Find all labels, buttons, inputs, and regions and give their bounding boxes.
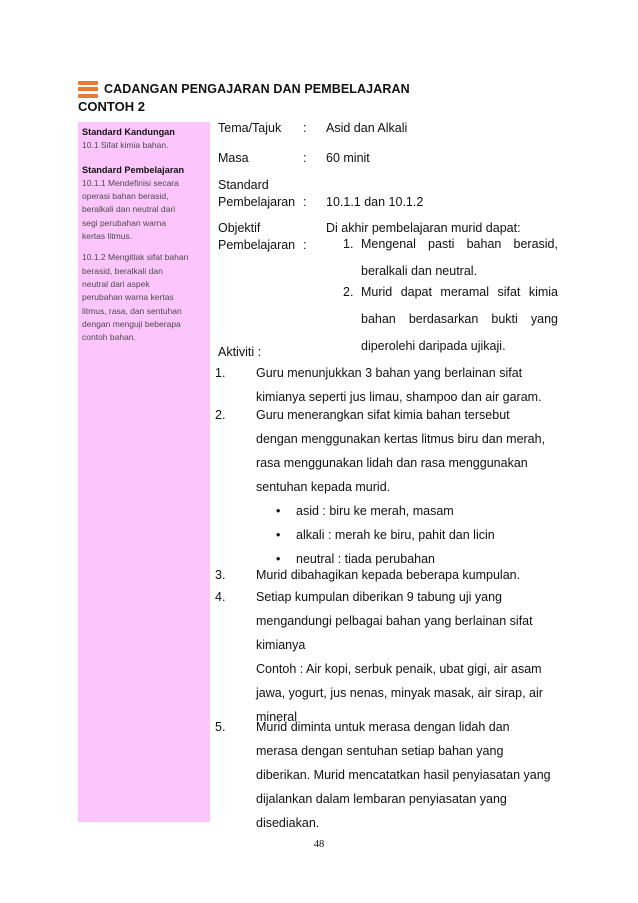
objektif-intro: Di akhir pembelajaran murid dapat: [326, 221, 521, 235]
sk-heading: Standard Kandungan [82, 127, 175, 137]
standards-sidebar [78, 122, 210, 822]
step-number: 4. [215, 590, 226, 604]
activity-step [215, 403, 560, 571]
step-line: Guru menunjukkan 3 bahan yang berlainan sifat [256, 366, 523, 380]
objective-number: 2. [343, 285, 354, 299]
tema-value: Asid dan Alkali [326, 121, 408, 135]
step-line: Guru menerangkan sifat kimia bahan tersebut [256, 408, 510, 422]
objective-text: Murid dapat meramal sifat kimia bahan berdasarkan bukti yang diperolehi daripada ujikaji. [361, 285, 558, 353]
sp2-line: dengan menguji beberapa [82, 318, 181, 329]
sp-label: Standard [218, 178, 269, 192]
sp-label: Pembelajaran [218, 195, 296, 209]
masa-value: 60 minit [326, 151, 370, 165]
step-line: jawa, yogurt, jus nenas, minyak masak, air sirap, air [256, 686, 543, 700]
bullet-icon: • [276, 552, 281, 566]
step-number: 1. [215, 366, 226, 380]
contoh-label: CONTOH 2 [78, 99, 145, 114]
step-line: sentuhan kepada murid. [256, 480, 391, 494]
sp2-line: neutral dari aspek [82, 278, 150, 289]
colon: : [303, 121, 307, 135]
step-line: dijalankan dalam lembaran penyiasatan yang [256, 792, 507, 806]
step-line: kimianya seperti jus limau, shampoo dan air garam. [256, 390, 542, 404]
step-line: Contoh : Air kopi, serbuk penaik, ubat gigi, air asam [256, 662, 542, 676]
objektif-label: Objektif [218, 221, 261, 235]
step-line: dengan menggunakan kertas litmus biru dan merah, [256, 432, 546, 446]
step-line: Murid diminta untuk merasa dengan lidah dan [256, 720, 510, 734]
objective-text: Mengenal pasti bahan berasid, beralkali dan neutral. [361, 237, 558, 278]
bullet-icon: • [276, 504, 281, 518]
activity-step [215, 361, 560, 409]
sp-value: 10.1.1 dan 10.1.2 [326, 195, 424, 209]
page-number: 48 [313, 839, 325, 850]
sp1-line: 10.1.1 Mendefinisi secara [82, 177, 179, 188]
activity-step [215, 715, 560, 835]
menu-icon [78, 81, 98, 98]
masa-label: Masa [218, 151, 249, 165]
step-number: 2. [215, 408, 226, 422]
aktiviti-title: Aktiviti : [218, 345, 262, 359]
step-line: mengandungi pelbagai bahan yang berlainan sifat [256, 614, 533, 628]
sp2-line: litmus, rasa, dan sentuhan [82, 305, 182, 316]
colon: : [303, 195, 307, 209]
objektif-label: Pembelajaran [218, 238, 296, 252]
step-line: mineral [256, 710, 297, 724]
bullet-item: • neutral : tiada perubahan [256, 547, 560, 571]
objective-number: 1. [343, 237, 354, 251]
sp2-line: 10.1.2 Mengitlak sifat bahan [82, 252, 189, 263]
sp1-line: operasi bahan berasid, [82, 191, 169, 202]
colon: : [303, 238, 307, 252]
tema-label: Tema/Tajuk [218, 121, 282, 135]
step-line: Setiap kumpulan diberikan 9 tabung uji yang [256, 590, 503, 604]
sk-text: 10.1 Sifat kimia bahan. [82, 140, 169, 151]
sp2-line: contoh bahan. [82, 332, 136, 343]
objective-item [343, 279, 558, 360]
step-line: rasa menggunakan lidah dan rasa menggunakan [256, 456, 528, 470]
sp1-line: kertas litmus. [82, 231, 133, 242]
objective-item [343, 231, 558, 285]
step-number: 5. [215, 720, 226, 734]
sp2-line: perubahan warna kertas [82, 292, 174, 303]
section-header [78, 78, 410, 100]
bullet-item: • alkali : merah ke biru, pahit dan licin [256, 523, 560, 547]
activity-step [215, 563, 560, 587]
step-line: Murid dibahagikan kepada beberapa kumpulan. [256, 568, 521, 582]
step-line: kimianya [256, 638, 306, 652]
sp2-line: berasid, beralkali dan [82, 265, 163, 276]
section-title: CADANGAN PENGAJARAN DAN PEMBELAJARAN [104, 82, 410, 96]
bullet-icon: • [276, 528, 281, 542]
activity-step [215, 585, 560, 729]
sp1-line: segi perubahan warna [82, 217, 167, 228]
step-line: disediakan. [256, 816, 320, 830]
bullet-item: • asid : biru ke merah, masam [256, 499, 560, 523]
sp-heading: Standard Pembelajaran [82, 164, 185, 175]
colon: : [303, 151, 307, 165]
sp1-line: beralkali dan neutral dari [82, 204, 176, 215]
bullet-list [256, 499, 560, 571]
step-line: merasa dengan sentuhan setiap bahan yang [256, 744, 504, 758]
step-number: 3. [215, 568, 226, 582]
step-line: diberikan. Murid mencatatkan hasil penyiasatan yang [256, 768, 551, 782]
